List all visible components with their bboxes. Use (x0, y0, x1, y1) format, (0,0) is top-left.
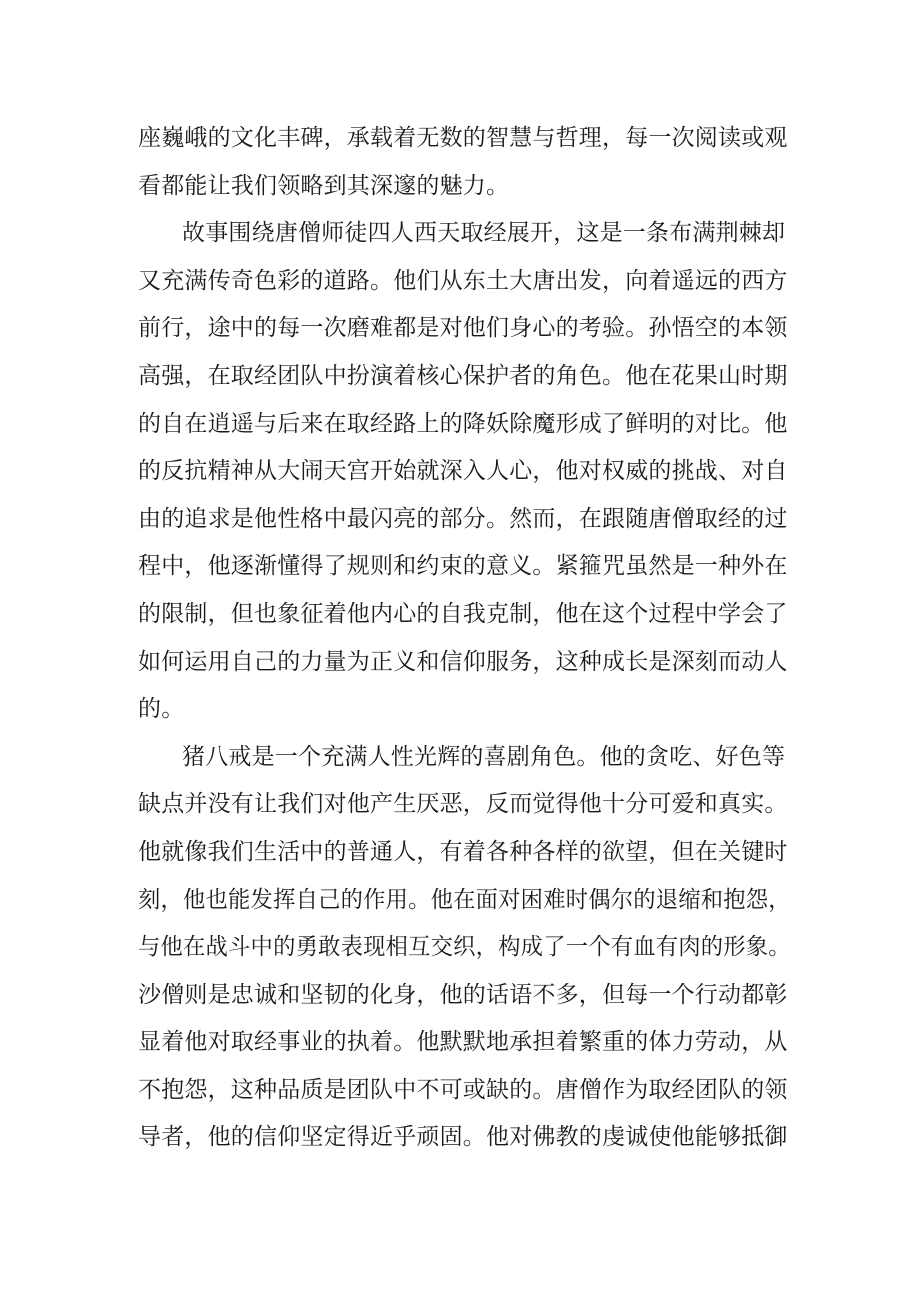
text-line: 由的追求是他性格中最闪亮的部分。然而，在跟随唐僧取经的过 (138, 505, 788, 532)
text-line: 与他在战斗中的勇敢表现相互交织，构成了一个有血有肉的形象。 (138, 934, 791, 961)
text-line: 的反抗精神从大闹天宫开始就深入人心，他对权威的挑战、对自 (138, 458, 788, 485)
text-line: 刻，他也能发挥自己的作用。他在面对困难时偶尔的退缩和抱怨， (138, 886, 791, 913)
text-line: 高强，在取经团队中扮演着核心保护者的角色。他在花果山时期 (138, 362, 788, 389)
text-line: 如何运用自己的力量为正义和信仰服务，这种成长是深刻而动人 (138, 648, 788, 675)
paragraph-start-line: 故事围绕唐僧师徒四人西天取经展开，这是一条布满荆棘却 (182, 220, 786, 247)
text-line: 缺点并没有让我们对他产生厌恶，反而觉得他十分可爱和真实。 (138, 791, 788, 818)
text-line: 显着他对取经事业的执着。他默默地承担着繁重的体力劳动，从 (138, 1029, 788, 1056)
text-line: 程中，他逐渐懂得了规则和约束的意义。紧箍咒虽然是一种外在 (138, 553, 788, 580)
text-line: 的自在逍遥与后来在取经路上的降妖除魔形成了鲜明的对比。他 (138, 410, 788, 437)
text-line: 又充满传奇色彩的道路。他们从东土大唐出发，向着遥远的西方 (138, 267, 788, 294)
text-line: 沙僧则是忠诚和坚韧的化身，他的话语不多，但每一个行动都彰 (138, 981, 788, 1008)
text-line: 不抱怨，这种品质是团队中不可或缺的。唐僧作为取经团队的领 (138, 1076, 788, 1103)
text-line: 的限制，但也象征着他内心的自我克制，他在这个过程中学会了 (138, 600, 788, 627)
text-line: 导者，他的信仰坚定得近乎顽固。他对佛教的虔诚使他能够抵御 (138, 1124, 788, 1151)
text-line: 的。 (138, 696, 185, 723)
text-line: 座巍峨的文化丰碑，承载着无数的智慧与哲理，每一次阅读或观 (138, 125, 788, 151)
paragraph-start-line: 猪八戒是一个充满人性光辉的喜剧角色。他的贪吃、好色等 (182, 743, 786, 770)
text-line: 前行，途中的每一次磨难都是对他们身心的考验。孙悟空的本领 (138, 315, 788, 342)
text-line: 看都能让我们领略到其深邃的魅力。 (138, 172, 510, 199)
text-line: 他就像我们生活中的普通人，有着各种各样的欲望，但在关键时 (138, 838, 788, 865)
body-text (138, 115, 793, 1162)
